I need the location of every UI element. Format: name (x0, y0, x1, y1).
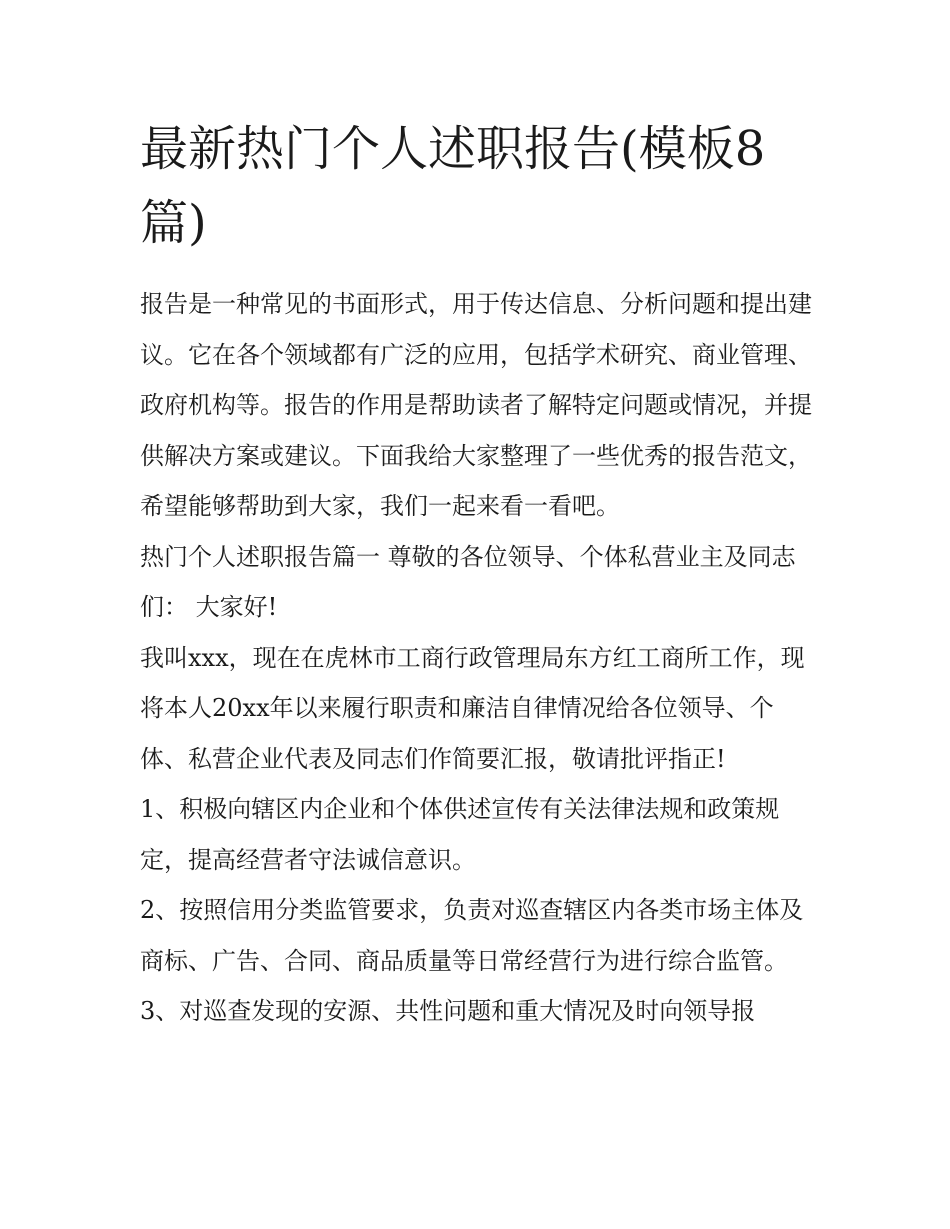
document-title: 最新热门个人述职报告(模板8篇) (140, 121, 766, 251)
self-introduction-paragraph: 我叫xxx，现在在虎林市工商行政管理局东方红工商所工作，现将本人20xx年以来履行职责和廉洁自律情况给各位领导、个体、私营企业代表及同志们作简要汇报，敬请批评指正! (140, 643, 805, 773)
document-body (140, 279, 820, 1037)
intro-paragraph: 报告是一种常见的书面形式，用于传达信息、分析问题和提出建议。它在各个领域都有广泛的应用，包括学术研究、商业管理、政府机构等。报告的作用是帮助读者了解特定问题或情况，并提供解决方案或建议。下面我给大家整理了一些优秀的报告范文，希望能够帮助到大家，我们一起来看一看吧。 (140, 290, 812, 520)
section-heading-paragraph: 热门个人述职报告篇一 尊敬的各位领导、个体私营业主及同志们： 大家好! (140, 542, 796, 621)
duty-item-3: 3、对巡查发现的安源、共性问题和重大情况及时向领导报 (140, 997, 756, 1025)
duty-item-1: 1、积极向辖区内企业和个体供述宣传有关法律法规和政策规定，提高经营者守法诚信意识。 (140, 795, 780, 874)
duty-item-2: 2、按照信用分类监管要求，负责对巡查辖区内各类市场主体及商标、广告、合同、商品质量等日常经营行为进行综合监管。 (140, 896, 804, 975)
